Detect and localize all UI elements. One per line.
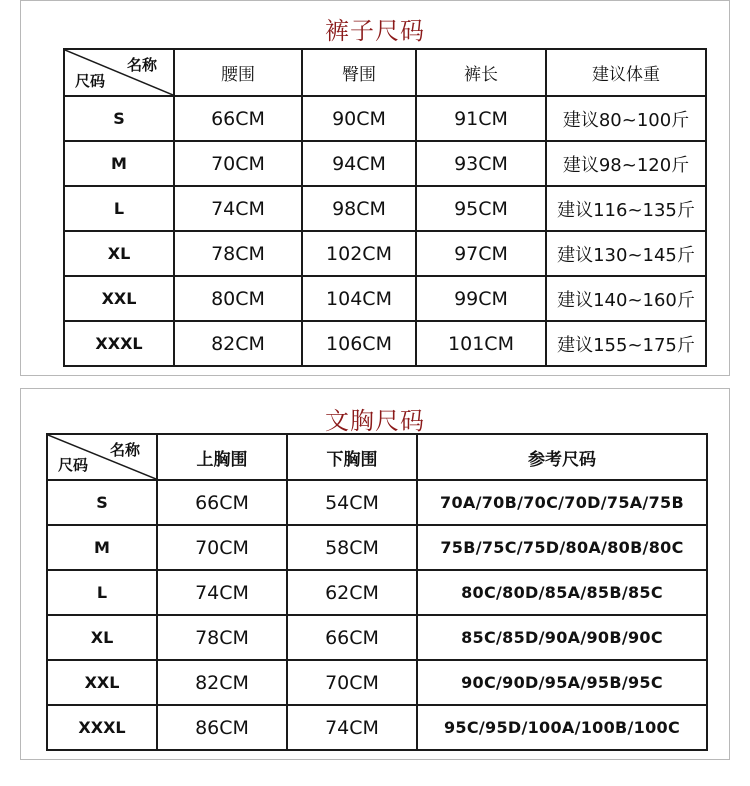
bra-size-title: 文胸尺码 — [325, 407, 425, 435]
waist-cell: 70CM — [174, 141, 302, 186]
bra-size-table — [46, 433, 708, 751]
length-cell: 99CM — [416, 276, 546, 321]
length-cell: 97CM — [416, 231, 546, 276]
hip-cell: 104CM — [302, 276, 416, 321]
corner-size-label: 尺码 — [75, 72, 106, 90]
size-cell: XXXL — [47, 705, 157, 750]
size-cell: S — [47, 480, 157, 525]
table-row — [47, 570, 707, 615]
upper-bust-cell: 82CM — [157, 660, 287, 705]
table-row — [64, 141, 706, 186]
size-cell: XXXL — [64, 321, 174, 366]
table-row — [47, 615, 707, 660]
table-row — [47, 525, 707, 570]
size-cell: XL — [64, 231, 174, 276]
upper-bust-cell: 70CM — [157, 525, 287, 570]
length-cell: 95CM — [416, 186, 546, 231]
under-bust-cell: 70CM — [287, 660, 417, 705]
header-upper-bust: 上胸围 — [157, 434, 287, 480]
table-row — [64, 186, 706, 231]
size-cell: S — [64, 96, 174, 141]
table-row — [47, 480, 707, 525]
hip-cell: 90CM — [302, 96, 416, 141]
hip-cell: 94CM — [302, 141, 416, 186]
size-cell: XXL — [64, 276, 174, 321]
reference-size-cell: 80C/80D/85A/85B/85C — [417, 570, 707, 615]
size-cell: L — [47, 570, 157, 615]
corner-cell — [47, 434, 157, 480]
weight-cell: 建议130~145斤 — [546, 231, 706, 276]
pants-size-panel — [20, 0, 730, 376]
waist-cell: 78CM — [174, 231, 302, 276]
header-weight: 建议体重 — [546, 49, 706, 96]
size-cell: L — [64, 186, 174, 231]
weight-cell: 建议116~135斤 — [546, 186, 706, 231]
under-bust-cell: 54CM — [287, 480, 417, 525]
under-bust-cell: 74CM — [287, 705, 417, 750]
corner-size-label: 尺码 — [58, 456, 89, 474]
header-reference-size: 参考尺码 — [417, 434, 707, 480]
upper-bust-cell: 66CM — [157, 480, 287, 525]
upper-bust-cell: 78CM — [157, 615, 287, 660]
reference-size-cell: 70A/70B/70C/70D/75A/75B — [417, 480, 707, 525]
size-cell: XL — [47, 615, 157, 660]
upper-bust-cell: 74CM — [157, 570, 287, 615]
waist-cell: 80CM — [174, 276, 302, 321]
weight-cell: 建议98~120斤 — [546, 141, 706, 186]
waist-cell: 82CM — [174, 321, 302, 366]
length-cell: 93CM — [416, 141, 546, 186]
under-bust-cell: 58CM — [287, 525, 417, 570]
table-row — [64, 96, 706, 141]
length-cell: 101CM — [416, 321, 546, 366]
table-header-row — [64, 49, 706, 96]
header-hip: 臀围 — [302, 49, 416, 96]
table-row — [64, 231, 706, 276]
reference-size-cell: 75B/75C/75D/80A/80B/80C — [417, 525, 707, 570]
table-row — [64, 321, 706, 366]
hip-cell: 102CM — [302, 231, 416, 276]
reference-size-cell: 90C/90D/95A/95B/95C — [417, 660, 707, 705]
weight-cell: 建议155~175斤 — [546, 321, 706, 366]
weight-cell: 建议80~100斤 — [546, 96, 706, 141]
table-header-row — [47, 434, 707, 480]
size-cell: M — [47, 525, 157, 570]
bra-size-panel — [20, 388, 730, 760]
under-bust-cell: 62CM — [287, 570, 417, 615]
table-row — [64, 276, 706, 321]
pants-size-title: 裤子尺码 — [325, 17, 425, 45]
header-under-bust: 下胸围 — [287, 434, 417, 480]
waist-cell: 74CM — [174, 186, 302, 231]
upper-bust-cell: 86CM — [157, 705, 287, 750]
size-cell: XXL — [47, 660, 157, 705]
table-row — [47, 705, 707, 750]
reference-size-cell: 85C/85D/90A/90B/90C — [417, 615, 707, 660]
corner-name-label: 名称 — [126, 56, 157, 74]
hip-cell: 106CM — [302, 321, 416, 366]
header-length: 裤长 — [416, 49, 546, 96]
weight-cell: 建议140~160斤 — [546, 276, 706, 321]
table-row — [47, 660, 707, 705]
length-cell: 91CM — [416, 96, 546, 141]
hip-cell: 98CM — [302, 186, 416, 231]
header-waist: 腰围 — [174, 49, 302, 96]
size-cell: M — [64, 141, 174, 186]
corner-cell — [64, 49, 174, 96]
pants-size-table — [63, 48, 707, 367]
under-bust-cell: 66CM — [287, 615, 417, 660]
waist-cell: 66CM — [174, 96, 302, 141]
reference-size-cell: 95C/95D/100A/100B/100C — [417, 705, 707, 750]
corner-name-label: 名称 — [109, 441, 140, 459]
